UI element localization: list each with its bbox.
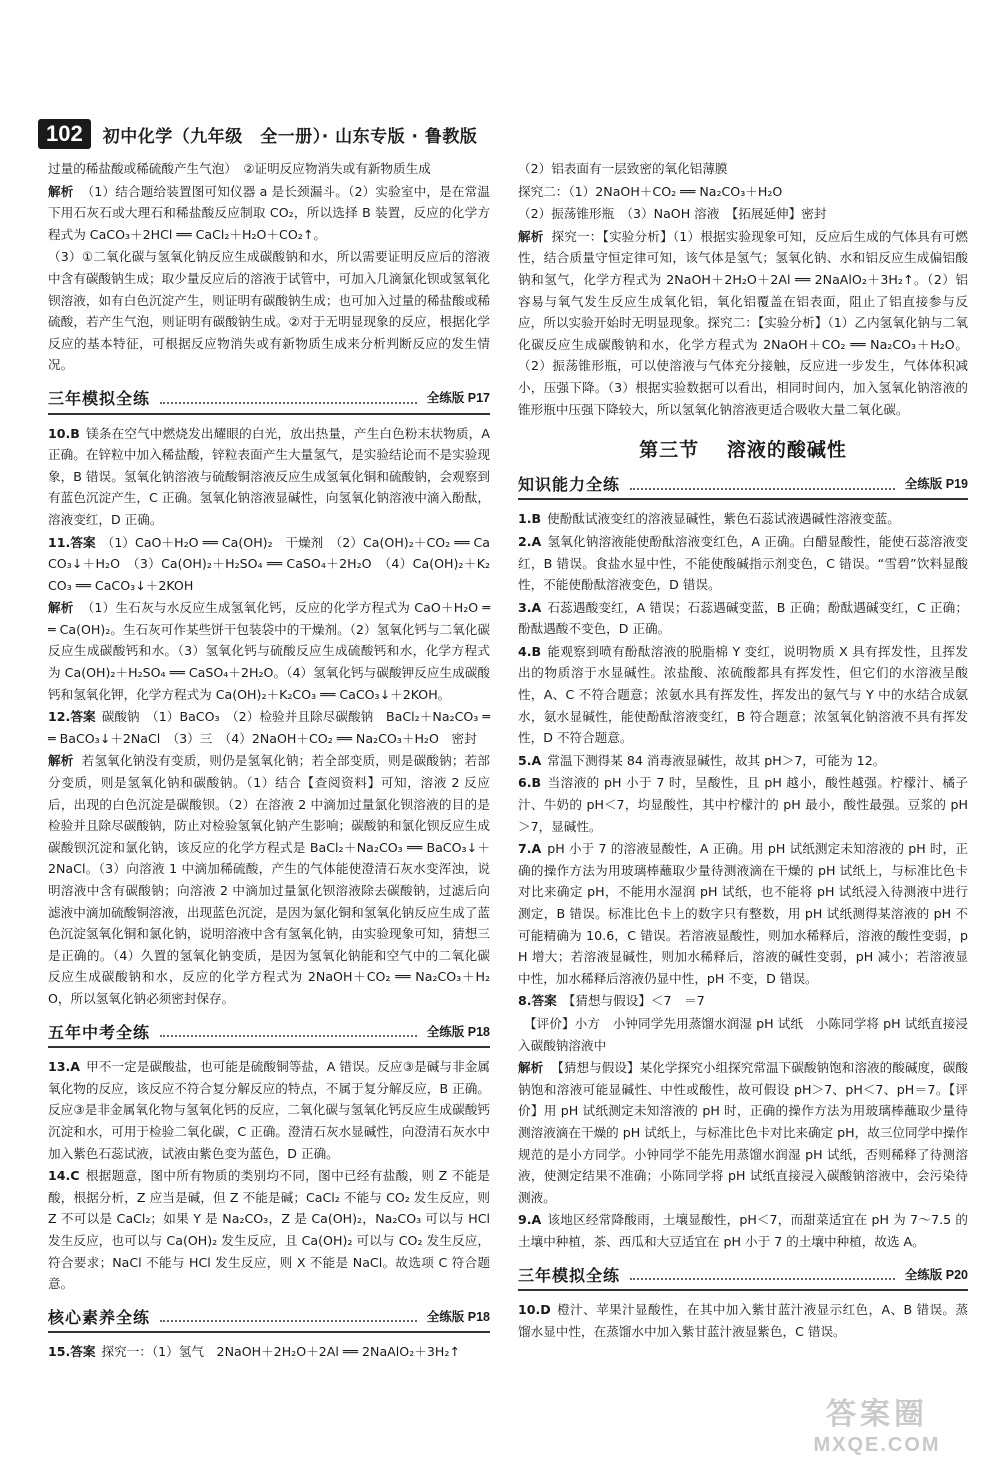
question xyxy=(48,1165,490,1295)
question-number: 5.A xyxy=(518,752,542,768)
question xyxy=(48,532,490,597)
divider xyxy=(160,394,417,404)
question-text: 该地区经常降酸雨，土壤显酸性，pH＜7，而甜菜适宜在 pH 为 7～7.5 的土壤中种植，茶、西瓜和大豆适宜在 pH 小于 7 的土壤中种植，故选 A。 xyxy=(518,1212,968,1249)
paragraph xyxy=(48,181,490,246)
paragraph: （2）铝表面有一层致密的氧化铝薄膜 xyxy=(518,161,728,176)
question-number: 2.A xyxy=(518,533,542,549)
watermark-url: MXQE.COM xyxy=(813,1434,941,1456)
page-number: 102 xyxy=(38,119,91,149)
question-number: 8.答案 xyxy=(518,993,557,1009)
question-text: 镁条在空气中燃烧发出耀眼的白光，放出热量，产生白色粉末状物质，A 正确。在锌粒中加入稀盐酸，锌粒表面产生大量氢气，是实验结论而不是实验现象，B 错误。氢氧化钠溶液与硫酸铜溶液反应生成氢氧化铜和硫酸钠，会观察到有蓝色沉淀产生，C 正确。氢氧化钠溶液显碱性，向氢氧化钠溶液中滴入酚酞，溶液变红，D 正确。 xyxy=(48,425,490,527)
question-number: 10.B xyxy=(48,425,80,441)
question xyxy=(518,597,968,640)
question-text: 【评价】小方 小钟同学先用蒸馏水润湿 pH 试纸 小陈同学将 pH 试纸直接浸入碳酸钠溶液中 xyxy=(518,1015,968,1053)
question xyxy=(518,990,968,1012)
analysis-label: 解析 xyxy=(518,228,544,244)
section-bar-title: 三年模拟全练 xyxy=(518,1265,621,1285)
paragraph: 探究二：（1）2NaOH＋CO₂ ══ Na₂CO₃＋H₂O xyxy=(518,183,783,199)
section-bar-title: 知识能力全练 xyxy=(518,474,621,494)
analysis-label: 解析 xyxy=(518,1060,544,1076)
section-bar xyxy=(48,1022,490,1049)
section-bar-ref: 全练版 P17 xyxy=(426,390,490,405)
question-text: 氢氧化钠溶液能使酚酞溶液变红色，A 正确。白醋显酸性，能使石蕊溶液变红，B 错误。食盐水显中性，不能使酸碱指示剂变色，C 错误。“雪碧”饮料显酸性，不能使酚酞溶液变色，D 错误。 xyxy=(518,533,968,593)
divider xyxy=(160,1027,417,1037)
question-text: 甲不一定是碳酸盐，也可能是硫酸铜等盐，A 错误。反应③是碱与非金属氧化物的反应，该反应不符合复分解反应的特点，不属于复分解反应，B 正确。反应③是非金属氧化物与氢氧化钙的反应，二氧化碳与氢氧化钙反应生成碳酸钙沉淀和水，可用于检验二氧化碳，C 正确。澄清石灰水显碱性，向澄清石灰水中加入紫色石蕊试液，试液由紫色变为蓝色，D 正确。 xyxy=(48,1059,490,1161)
question-text: 【猜想与假设】＜7 ＝7 xyxy=(562,993,705,1009)
section-bar-title: 核心素养全练 xyxy=(48,1307,151,1327)
paragraph: （2）振荡锥形瓶 （3）NaOH 溶液 【拓展延伸】密封 xyxy=(518,206,827,222)
question-text: 常温下测得某 84 消毒液显碱性，故其 pH＞7，可能为 12。 xyxy=(547,752,886,768)
analysis-text: （1）生石灰与水反应生成氢氧化钙，反应的化学方程式为 CaO＋H₂O ══ Ca(OH)₂。生石灰可作某些饼干包装袋中的干燥剂。（2）氢氧化钙与二氧化碳反应生成碳酸钙和水。（3）氢氧化钙与硫酸反应生成硫酸钙和水，化学方程式为 Ca(OH)₂＋H₂SO₄ ══ CaSO₄＋2H₂O。（4）氢氧化钙与碳酸钾反应生成碳酸钙和氢氧化钾，化学方程式为 Ca(OH)₂＋K₂CO₃ ══ CaCO₃↓＋2KOH。 xyxy=(48,600,490,702)
question-number: 9.A xyxy=(518,1212,542,1228)
divider xyxy=(630,1270,895,1280)
section-bar-title: 五年中考全练 xyxy=(48,1022,151,1042)
divider xyxy=(160,1312,417,1322)
question-number: 15.答案 xyxy=(48,1344,96,1360)
question-text: 橙汁、苹果汁显酸性，在其中加入紫甘蓝汁液显示红色，A、B 错误。蒸馏水显中性，在蒸馏水中加入紫甘蓝汁液显紫色，C 错误。 xyxy=(518,1302,968,1339)
question xyxy=(48,706,490,749)
question xyxy=(518,1209,968,1252)
question-number: 13.A xyxy=(48,1059,81,1075)
section-number: 第三节 xyxy=(639,439,700,462)
question xyxy=(518,641,968,749)
question-number: 10.D xyxy=(518,1302,551,1318)
question-number: 1.B xyxy=(518,511,542,527)
question-number: 11.答案 xyxy=(48,534,96,550)
left-column xyxy=(48,158,490,1364)
question xyxy=(518,750,968,772)
analysis-text: 探究一：【实验分析】（1）根据实验现象可知，反应后生成的气体具有可燃性，结合质量守恒定律可知，该气体是氢气；氢氧化钠、水和铝反应生成偏铝酸钠和氢气，化学方程式为 2NaOH＋2H₂O＋2Al ══ 2NaAlO₂＋3H₂↑。（2）铝容易与氧气发生反应生成氧化铝，氧化铝覆盖在铝表面，阻止了铝直接参与反应，所以实验开始时无明显现象。探究二：【实验分析】（1）乙内氢氧化钠与二氧化碳反应生成碳酸钠和水，化学方程式为 2NaOH＋CO₂ ══ Na₂CO₃＋H₂O。（2）振荡锥形瓶，可以使溶液与气体充分接触，反应进一步发生，气体体积减小，压强下降。（3）根据实验数据可以看出，相同时间内，加入氢氧化钠溶液的锥形瓶中压强下降较大，所以氢氧化钠溶液更适合吸收大量二氧化碳。 xyxy=(518,228,969,417)
section-bar xyxy=(518,1265,968,1292)
question xyxy=(518,531,968,596)
paragraph xyxy=(518,226,968,420)
question-number: 12.答案 xyxy=(48,709,96,725)
analysis-text: （1）结合题给装置图可知仪器 a 是长颈漏斗。（2）实验室中，是在常温下用石灰石或大理石和稀盐酸反应制取 CO₂，所以选择 B 装置，反应的化学方程式为 CaCO₃＋2HCl ══ CaCl₂＋H₂O＋CO₂↑。 xyxy=(48,183,491,242)
question-analysis xyxy=(48,597,490,705)
watermark-line: 答案圈 xyxy=(826,1398,928,1431)
question-number: 3.A xyxy=(518,599,542,615)
section-bar-ref: 全练版 P18 xyxy=(426,1024,490,1039)
question-text: 根据题意，图中所有物质的类别均不同，图中已经有盐酸，则 Z 不能是酸，根据分析，Z 应当是碱，但 Z 不能是碱；CaCl₂ 不能与 CO₂ 发生反应，则 Z 不可以是 CaCl₂；如果 Y 是 Na₂CO₃，Z 是 Ca(OH)₂，Na₂CO₃ 可以与 HCl 发生反应，也可以与 Ca(OH)₂ 发生反应，且 Ca(OH)₂ 可以与 CO₂ 发生反应，符合要求；NaCl 不能与 HCl 发生反应，则 X 不能是 NaCl。故选项 C 符合题意。 xyxy=(48,1168,490,1292)
answer-text: 探究一：（1）氢气 2NaOH＋2H₂O＋2Al ══ 2NaAlO₂＋3H₂↑ xyxy=(101,1344,460,1360)
page-header xyxy=(38,114,968,154)
question xyxy=(518,772,968,837)
divider xyxy=(630,480,895,490)
question-number: 14.C xyxy=(48,1168,80,1184)
answer-text: 碳酸钠 （1）BaCO₃ （2）检验并且除尽碳酸钠 BaCl₂＋Na₂CO₃ ══ BaCO₃↓＋2NaCl （3）三 （4）2NaOH＋CO₂ ══ Na₂CO₃＋H₂O 密封 xyxy=(48,709,490,746)
question xyxy=(48,423,490,531)
question-analysis xyxy=(48,750,490,1009)
question-text: 当溶液的 pH 小于 7 时，呈酸性，且 pH 越小，酸性越强。柠檬汁、橘子汁、牛奶的 pH＜7，均显酸性，其中柠檬汁的 pH 最小，酸性最强。豆浆的 pH＞7，显碱性。 xyxy=(518,775,968,834)
answer-text: （1）CaO＋H₂O ══ Ca(OH)₂ 干燥剂 （2）Ca(OH)₂＋CO₂ ══ CaCO₃↓＋H₂O （3）Ca(OH)₂＋H₂SO₄ ══ CaSO₄＋2H₂O （4）Ca(OH)₂＋K₂CO₃ ══ CaCO₃↓＋2KOH xyxy=(48,534,490,593)
paragraph: 过量的稀盐酸或稀硫酸产生气泡） ②证明反应物消失或有新物质生成 xyxy=(48,161,431,176)
section-bar xyxy=(48,388,490,415)
question xyxy=(48,1341,490,1363)
section-bar xyxy=(518,474,968,501)
question xyxy=(48,1056,490,1164)
section-bar xyxy=(48,1307,490,1334)
question-analysis xyxy=(518,1057,968,1208)
question-text: 石蕊遇酸变红，A 错误；石蕊遇碱变蓝，B 正确；酚酞遇碱变红，C 正确；酚酞遇酸不变色，D 正确。 xyxy=(518,599,968,637)
watermark-logo xyxy=(782,1397,972,1459)
question xyxy=(518,1013,968,1056)
section-heading xyxy=(518,440,968,462)
right-column xyxy=(518,158,968,1343)
section-bar-ref: 全练版 P18 xyxy=(426,1309,490,1324)
section-bar-ref: 全练版 P19 xyxy=(904,476,968,491)
analysis-label: 解析 xyxy=(48,753,74,769)
question-number: 7.A xyxy=(518,841,542,857)
question xyxy=(518,1299,968,1342)
section-name: 溶液的酸碱性 xyxy=(726,439,847,462)
analysis-text: 【猜想与假设】某化学探究小组探究常温下碳酸钠饱和溶液的酸碱度，碳酸钠饱和溶液可能显碱性、中性或酸性，故可假设 pH＞7、pH＜7、pH＝7。【评价】用 pH 试纸测定未知溶液的 pH 时，正确的操作方法为用玻璃棒蘸取少量待测溶液滴在干燥的 pH 试纸上，与标准比色卡对比来确定 pH，故三位同学中操作规范的是小方同学。小钟同学不能先用蒸馏水润湿 pH 试纸，否则稀释了待测溶液，使测定结果不准确；小陈同学将 pH 试纸直接浸入碳酸钠溶液中，会污染待测液。 xyxy=(518,1060,969,1205)
question xyxy=(518,838,968,989)
analysis-label: 解析 xyxy=(48,183,74,199)
question-text: pH 小于 7 的溶液显酸性，A 正确。用 pH 试纸测定未知溶液的 pH 时，正确的操作方法为用玻璃棒蘸取少量待测液滴在干燥的 pH 试纸上，与标准比色卡对比来确定 pH，不能用水湿润 pH 试纸，也不能将 pH 试纸浸入待测液中进行测定，B 错误。标准比色卡上的数字只有整数，用 pH 试纸测得某溶液的 pH 不可能精确为 10.6，C 错误。若溶液显酸性，则加水稀释后，溶液的酸性变弱，pH 增大；若溶液显碱性，则加水稀释后，溶液的碱性变弱，pH 减小；若溶液显中性，加水稀释后溶液仍显中性，pH 不变，D 错误。 xyxy=(518,841,968,986)
question-number: 4.B xyxy=(518,643,542,659)
paragraph: （3）①二氧化碳与氢氧化钠反应生成碳酸钠和水，所以需要证明反应后的溶液中含有碳酸钠生成；取少量反应后的溶液于试管中，可加入几滴氯化钡或氢氧化钡溶液，如有白色沉淀产生，则证明有碳酸钠生成；也可加入过量的稀盐酸或稀硫酸，若产生气泡，则证明有碳酸钠生成。②对于无明显现象的反应，根据化学反应的基本特征，可根据反应物消失或有新物质生成来分析判断反应的发生情况。 xyxy=(48,249,490,373)
question-text: 能观察到喷有酚酞溶液的脱脂棉 Y 变红，说明物质 X 具有挥发性，且挥发出的物质溶于水显碱性。浓盐酸、浓硫酸都具有挥发性，但它们的水溶液呈酸性，A、C 不符合题意；浓氨水具有挥发性，挥发出的氨气与 Y 中的水结合成氨水，氨水显碱性，能使酚酞溶液变红，B 符合题意；浓氢氧化钠溶液不具有挥发性，D 不符合题意。 xyxy=(518,643,968,746)
section-bar-title: 三年模拟全练 xyxy=(48,388,151,408)
analysis-text: 若氢氧化钠没有变质，则仍是氢氧化钠；若全部变质，则是碳酸钠；若部分变质，则是氢氧化钠和碳酸钠。（1）结合【查阅资料】可知，溶液 2 反应后，出现的白色沉淀是碳酸钡。（2）在溶液 2 中滴加过量氯化钡溶液的目的是检验并且除尽碳酸钠，防止对检验氢氧化钠产生影响；碳酸钠和氯化钡反应生成碳酸钡沉淀和氯化钠，该反应的化学方程式是 BaCl₂＋Na₂CO₃ ══ BaCO₃↓＋2NaCl。（3）向溶液 1 中滴加稀硫酸，产生的气体能使澄清石灰水变浑浊，说明溶液中含有碳酸钠；向溶液 2 中滴加过量氯化钡溶液除去碳酸钠，过滤后向滤液中滴加硫酸铜溶液，出现蓝色沉淀，是因为氯化铜和氢氧化钠反应生成了蓝色沉淀氢氧化铜和氯化钠，说明溶液中含有氢氧化钠，由实验现象可知，猜想三是正确的。（4）久置的氢氧化钠变质，是因为氢氧化钠能和空气中的二氧化碳反应生成碳酸钠和水，反应的化学方程式为 2NaOH＋CO₂ ══ Na₂CO₃＋H₂O，所以氢氧化钠必须密封保存。 xyxy=(48,753,491,1006)
section-bar-ref: 全练版 P20 xyxy=(904,1267,968,1282)
question-text: 使酚酞试液变红的溶液显碱性，紫色石蕊试液遇碱性溶液变蓝。 xyxy=(547,511,900,527)
book-title: 初中化学（九年级 全一册）· 山东专版 · 鲁教版 xyxy=(102,126,478,147)
question-number: 6.B xyxy=(518,775,542,791)
analysis-label: 解析 xyxy=(48,600,74,616)
question xyxy=(518,508,968,530)
